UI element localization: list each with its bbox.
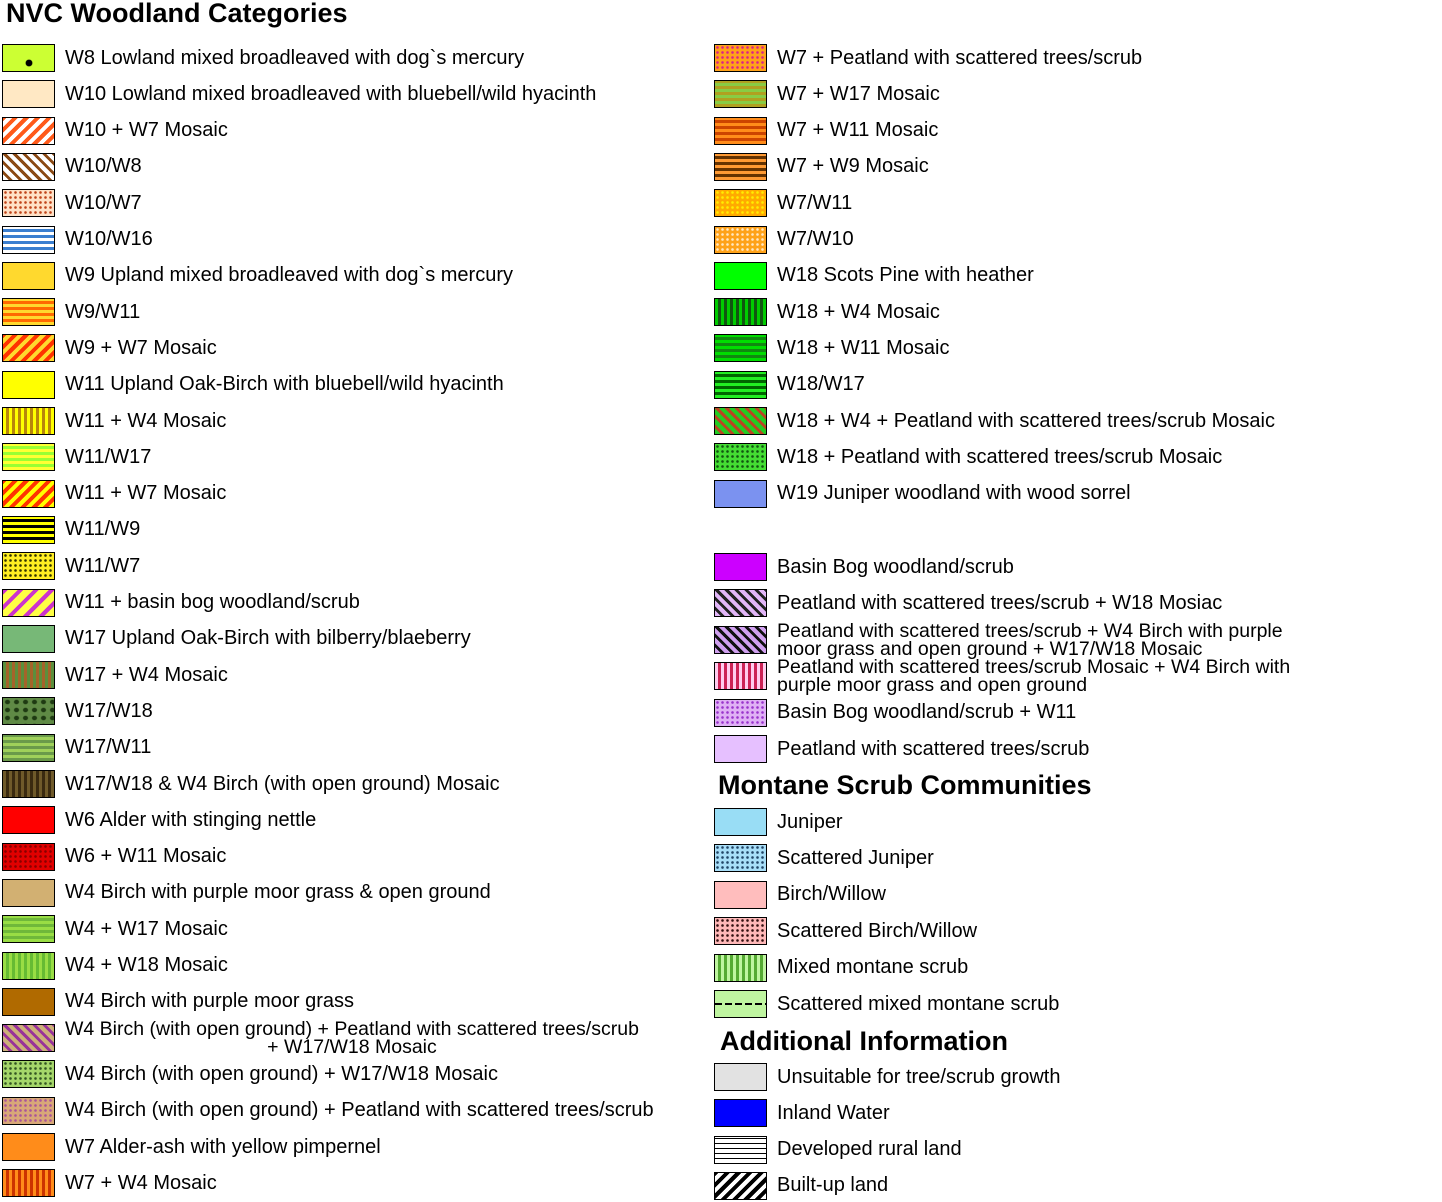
legend-item-w4-birch-with-open-ground-peatland-with-scattere	[2, 1095, 654, 1127]
legend-item-w10-lowland-mixed-broadleaved-with-bluebell-wild	[2, 78, 596, 110]
legend-item-w11-w7	[2, 550, 140, 582]
legend-item-w11-basin-bog-woodland-scrub	[2, 587, 360, 619]
legend-item-w18-w17	[714, 369, 865, 401]
legend-item-w8-lowland-mixed-broadleaved-with-dog-s-mercury	[2, 42, 524, 74]
legend-label: W4 Birch (with open ground) + Peatland with scattered trees/scrub + W17/W18 Mosaic	[65, 1018, 639, 1059]
legend-item-w9-w7-mosaic	[2, 332, 217, 364]
legend-item-w10-w7-mosaic	[2, 115, 228, 147]
legend-swatch	[2, 189, 55, 217]
legend-item-scattered-mixed-montane-scrub	[714, 988, 1059, 1020]
legend-label: W9 + W7 Mosaic	[65, 336, 217, 359]
legend-swatch	[2, 1097, 55, 1125]
legend-label: W7 + W9 Mosaic	[777, 155, 929, 178]
legend-swatch	[714, 443, 767, 471]
legend-label: W7 + W11 Mosaic	[777, 119, 939, 142]
legend-item-w7-alder-ash-with-yellow-pimpernel	[2, 1131, 381, 1163]
legend-label: Peatland with scattered trees/scrub	[777, 737, 1090, 760]
legend-swatch	[714, 735, 767, 763]
legend-swatch	[714, 699, 767, 727]
legend-label: W7/W10	[777, 228, 854, 250]
legend-item-w17-w18-w4-birch-with-open-ground-mosaic	[2, 768, 500, 800]
legend-swatch	[2, 843, 55, 871]
legend-label: W4 Birch with purple moor grass & open ground	[65, 881, 491, 904]
legend-label: W10/W8	[65, 155, 142, 178]
legend-item-peatland-with-scattered-trees-scrub-w4-birch-wit	[714, 619, 1283, 660]
legend-swatch	[714, 990, 767, 1018]
legend-label: W9 Upland mixed broadleaved with dog`s mercury	[65, 264, 513, 287]
legend-item-juniper	[714, 806, 843, 838]
montane-title: Montane Scrub Communities	[718, 770, 1092, 800]
legend-item-w4-w17-mosaic	[2, 913, 228, 945]
legend-swatch	[2, 806, 55, 834]
legend-swatch	[714, 80, 767, 108]
legend-item-w17-upland-oak-birch-with-bilberry-blaeberry	[2, 623, 471, 655]
legend-swatch	[2, 117, 55, 145]
legend-label: Basin Bog woodland/scrub + W11	[777, 701, 1077, 724]
legend-swatch	[714, 917, 767, 945]
legend-label: W18 + Peatland with scattered trees/scrub Mosaic	[777, 445, 1223, 468]
nvc-title: NVC Woodland Categories	[6, 0, 348, 28]
legend-item-w17-w18	[2, 695, 153, 727]
legend-swatch	[2, 443, 55, 471]
legend-label: Juniper	[777, 810, 843, 833]
legend-label: Developed rural land	[777, 1138, 962, 1161]
legend-item-w4-birch-with-purple-moor-grass-open-ground	[2, 877, 491, 909]
legend-item-w18-scots-pine-with-heather	[714, 260, 1034, 292]
legend-swatch	[2, 334, 55, 362]
legend-item-mixed-montane-scrub	[714, 952, 968, 984]
legend-swatch	[2, 480, 55, 508]
legend-item-w6-w11-mosaic	[2, 841, 226, 873]
legend-item-birch-willow	[714, 879, 886, 911]
legend-swatch	[714, 407, 767, 435]
legend-label: W11/W7	[65, 554, 141, 577]
legend-item-peatland-with-scattered-trees-scrub	[714, 733, 1089, 765]
legend-item-w4-birch-with-open-ground-peatland-with-scattere	[2, 1018, 639, 1059]
legend-swatch	[2, 80, 55, 108]
legend-swatch	[2, 988, 55, 1016]
legend-label: Peatland with scattered trees/scrub + W18 Mosiac	[777, 591, 1223, 614]
legend-item-developed-rural-land	[714, 1134, 962, 1166]
legend-swatch	[2, 697, 55, 725]
legend-swatch	[2, 371, 55, 399]
legend-swatch	[2, 952, 55, 980]
legend-item-peatland-with-scattered-trees-scrub-mosaic-w4-bi	[714, 656, 1291, 697]
legend-item-w7-w11	[714, 187, 852, 219]
additional-title: Additional Information	[720, 1026, 1008, 1056]
legend-item-w18-w4-peatland-with-scattered-trees-scrub-mosai	[714, 405, 1275, 437]
legend-item-w6-alder-with-stinging-nettle	[2, 804, 316, 836]
legend-swatch	[2, 589, 55, 617]
legend-label: W10 + W7 Mosaic	[65, 119, 228, 142]
legend-swatch	[714, 626, 767, 654]
legend-swatch	[2, 262, 55, 290]
legend-label: W11 + basin bog woodland/scrub	[65, 591, 360, 613]
legend-swatch	[2, 734, 55, 762]
legend-label: W9/W11	[65, 300, 141, 323]
legend-swatch	[714, 662, 767, 690]
legend-label: W7 Alder-ash with yellow pimpernel	[65, 1135, 381, 1158]
legend-label: Scattered mixed montane scrub	[777, 992, 1060, 1015]
legend-swatch	[2, 915, 55, 943]
legend-label: W17 Upland Oak-Birch with bilberry/blaeberry	[65, 627, 471, 650]
legend-swatch	[714, 553, 767, 581]
legend-swatch	[2, 516, 55, 544]
legend-swatch	[714, 371, 767, 399]
legend-label: Inland Water	[777, 1101, 890, 1124]
legend-swatch	[2, 661, 55, 689]
legend-item-w10-w7	[2, 187, 142, 219]
legend-label: W4 + W18 Mosaic	[65, 954, 228, 976]
legend-item-w7-w17-mosaic	[714, 78, 940, 110]
legend-item-w11-w17	[2, 441, 151, 473]
legend-item-basin-bog-woodland-scrub	[714, 551, 1014, 583]
legend-label: W4 Birch with purple moor grass	[65, 990, 354, 1013]
legend-swatch	[714, 189, 767, 217]
legend-swatch	[2, 44, 55, 72]
legend-item-w10-w16	[2, 224, 153, 256]
legend-label: W6 Alder with stinging nettle	[65, 808, 317, 831]
legend-item-w17-w4-mosaic	[2, 659, 228, 691]
legend-label: Peatland with scattered trees/scrub + W4 Birch with purple moor grass and open ground + W17/W18 Mosaic	[777, 619, 1283, 660]
legend-label: W7 + W4 Mosaic	[65, 1171, 217, 1194]
legend-swatch	[714, 1063, 767, 1091]
legend-swatch	[2, 226, 55, 254]
legend-label: W18 + W11 Mosaic	[777, 336, 950, 359]
legend-item-w19-juniper-woodland-with-wood-sorrel	[714, 478, 1131, 510]
legend-item-w4-birch-with-purple-moor-grass	[2, 986, 354, 1018]
legend-item-w4-w18-mosaic	[2, 950, 228, 982]
legend-label: Mixed montane scrub	[777, 956, 969, 979]
legend-swatch	[714, 1099, 767, 1127]
legend-label: W7/W11	[777, 191, 853, 214]
legend-item-w11-w4-mosaic	[2, 405, 226, 437]
legend-swatch	[714, 153, 767, 181]
legend-item-w10-w8	[2, 151, 142, 183]
legend-item-scattered-juniper	[714, 842, 934, 874]
legend-label: W11 Upland Oak-Birch with bluebell/wild hyacinth	[65, 373, 504, 396]
legend-item-w18-peatland-with-scattered-trees-scrub-mosaic	[714, 441, 1222, 473]
legend-label: Built-up land	[777, 1174, 889, 1197]
legend-label: W18 + W4 + Peatland with scattered trees/scrub Mosaic	[777, 409, 1275, 432]
legend-label: W17/W18 & W4 Birch (with open ground) Mosaic	[65, 772, 500, 795]
legend-label: W4 Birch (with open ground) + W17/W18 Mosaic	[65, 1062, 498, 1085]
legend-swatch	[2, 298, 55, 326]
legend-label: W17/W18	[65, 699, 153, 722]
legend-item-w11-w9	[2, 514, 140, 546]
legend-item-w7-w4-mosaic	[2, 1167, 217, 1199]
legend-swatch	[714, 881, 767, 909]
legend-swatch	[714, 1172, 767, 1200]
legend-item-inland-water	[714, 1097, 890, 1129]
legend-label: W11 + W4 Mosaic	[65, 409, 227, 432]
legend-label: Basin Bog woodland/scrub	[777, 555, 1014, 578]
legend-label: W11/W9	[65, 518, 141, 541]
legend-swatch	[714, 117, 767, 145]
legend-swatch	[2, 552, 55, 580]
legend-swatch	[714, 1136, 767, 1164]
legend-swatch	[2, 1169, 55, 1197]
legend-label: Scattered Birch/Willow	[777, 919, 978, 942]
legend-swatch	[2, 1024, 55, 1052]
legend-item-w9-upland-mixed-broadleaved-with-dog-s-mercury	[2, 260, 513, 292]
legend-item-w18-w4-mosaic	[714, 296, 940, 328]
legend-swatch	[2, 879, 55, 907]
legend-item-w11-upland-oak-birch-with-bluebell-wild-hyacinth	[2, 369, 504, 401]
legend-label: W4 Birch (with open ground) + Peatland with scattered trees/scrub	[65, 1099, 654, 1122]
legend-swatch	[714, 226, 767, 254]
legend-item-basin-bog-woodland-scrub-w11	[714, 697, 1076, 729]
legend-swatch	[714, 262, 767, 290]
legend-swatch	[2, 770, 55, 798]
legend-swatch	[714, 954, 767, 982]
legend-label: W6 + W11 Mosaic	[65, 845, 227, 868]
legend-label: W8 Lowland mixed broadleaved with dog`s mercury	[65, 46, 525, 69]
legend-swatch	[714, 44, 767, 72]
legend-label: Unsuitable for tree/scrub growth	[777, 1065, 1061, 1088]
legend-label: W17 + W4 Mosaic	[65, 663, 228, 686]
legend-item-unsuitable-for-tree-scrub-growth	[714, 1061, 1060, 1093]
legend-item-w17-w11	[2, 732, 151, 764]
legend-label: W10 Lowland mixed broadleaved with bluebell/wild hyacinth	[65, 82, 597, 105]
legend-label: W7 + W17 Mosaic	[777, 82, 940, 105]
legend-label: W18 + W4 Mosaic	[777, 300, 940, 323]
legend-item-w11-w7-mosaic	[2, 478, 226, 510]
legend-swatch	[714, 589, 767, 617]
legend-swatch	[2, 1133, 55, 1161]
legend-swatch	[2, 407, 55, 435]
legend-item-w4-birch-with-open-ground-w17-w18-mosaic	[2, 1058, 498, 1090]
legend-item-peatland-with-scattered-trees-scrub-w18-mosiac	[714, 587, 1222, 619]
legend-label: W17/W11	[65, 736, 152, 759]
legend-label: Birch/Willow	[777, 883, 886, 906]
legend-swatch	[714, 480, 767, 508]
legend-label: W11/W17	[65, 445, 152, 468]
legend-swatch	[714, 298, 767, 326]
legend-item-w7-w9-mosaic	[714, 151, 929, 183]
legend-label: W7 + Peatland with scattered trees/scrub	[777, 46, 1143, 69]
legend-item-w18-w11-mosaic	[714, 332, 949, 364]
legend-item-w9-w11	[2, 296, 140, 328]
legend-swatch	[714, 334, 767, 362]
legend-swatch	[714, 844, 767, 872]
legend-item-w7-peatland-with-scattered-trees-scrub	[714, 42, 1142, 74]
legend-item-w7-w10	[714, 224, 854, 256]
legend-label: W19 Juniper woodland with wood sorrel	[777, 482, 1131, 505]
legend-label: W10/W7	[65, 191, 142, 214]
legend-item-w7-w11-mosaic	[714, 115, 938, 147]
legend-item-built-up-land	[714, 1170, 888, 1202]
legend-label: W11 + W7 Mosaic	[65, 482, 227, 505]
legend-label: Peatland with scattered trees/scrub Mosaic + W4 Birch with purple moor grass and open ground	[777, 656, 1291, 697]
legend-swatch	[714, 808, 767, 836]
legend-label: W10/W16	[65, 228, 153, 250]
legend-item-scattered-birch-willow	[714, 915, 977, 947]
legend-swatch	[2, 153, 55, 181]
legend-label: W4 + W17 Mosaic	[65, 917, 228, 940]
legend-swatch	[2, 1060, 55, 1088]
legend-label: W18 Scots Pine with heather	[777, 264, 1034, 287]
legend-label: W18/W17	[777, 373, 865, 396]
legend-label: Scattered Juniper	[777, 846, 934, 869]
legend-swatch	[2, 625, 55, 653]
